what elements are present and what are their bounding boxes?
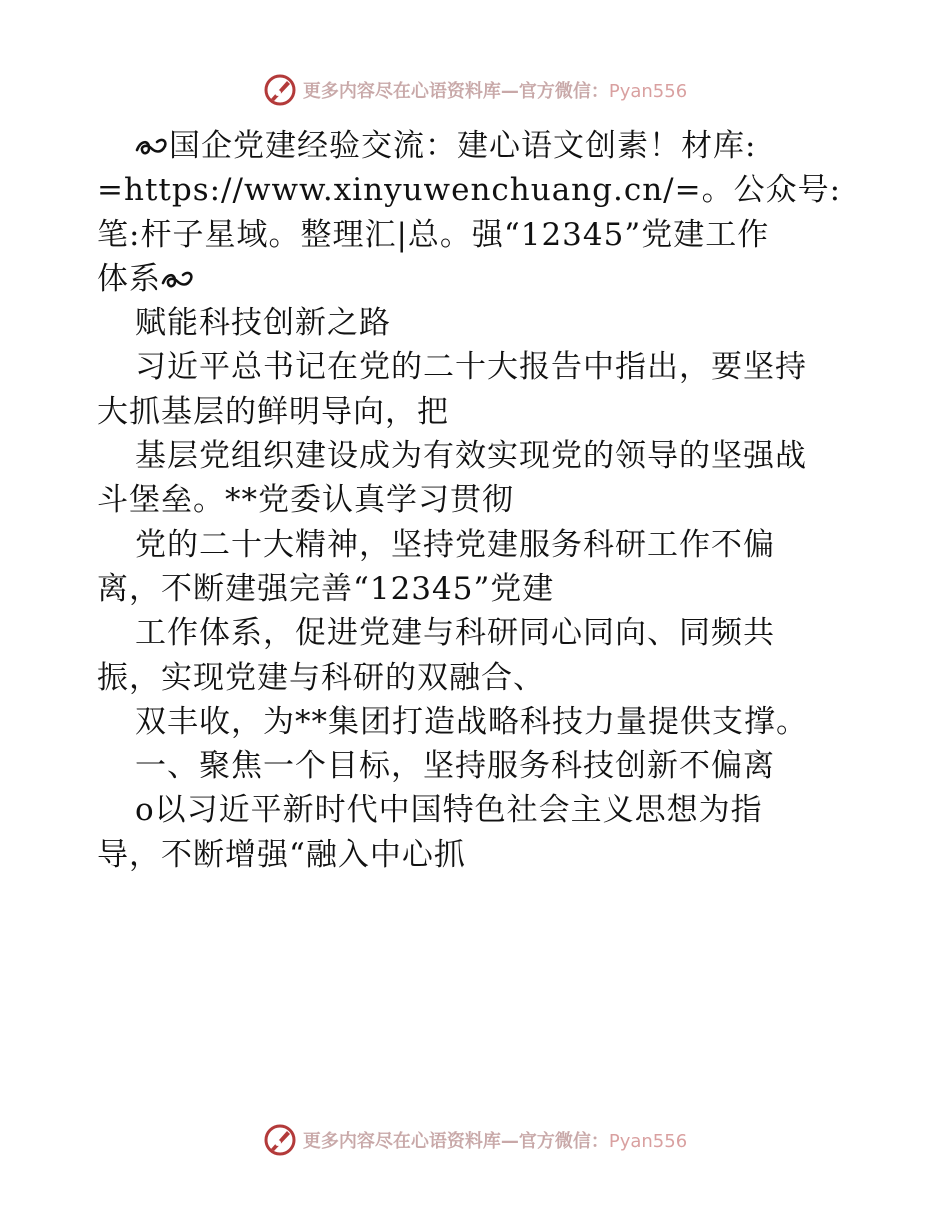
paragraph-line: 大抓基层的鲜明导向，把 — [97, 393, 449, 430]
section-heading: 一、聚焦一个目标，坚持服务科技创新不偏离 — [135, 748, 775, 785]
paragraph-line: 离，不断建强完善“12345”党建 — [97, 570, 555, 607]
paragraph-line: 导，不断增强“融入中心抓 — [97, 836, 466, 873]
banner-text: 更多内容尽在心语资料库—官方微信：Pyan556 — [302, 81, 688, 102]
paragraph-line: o以习近平新时代中国特色社会主义思想为指 — [135, 792, 763, 829]
paragraph-line: 斗堡垒。**党委认真学习贯彻 — [97, 482, 514, 519]
paragraph-line: 双丰收，为**集团打造战略科技力量提供支撑。 — [135, 703, 808, 740]
paragraph-line: 振，实现党建与科研的双融合、 — [97, 659, 545, 696]
paragraph-line: 党的二十大精神，坚持党建服务科研工作不偏 — [135, 526, 775, 563]
paragraph-line: 基层党组织建设成为有效实现党的领导的坚强战 — [135, 438, 807, 475]
decorative-flourish-icon — [161, 269, 195, 291]
wechat-id: Pyan556 — [608, 1131, 688, 1152]
document-body — [97, 124, 857, 877]
header-banner — [0, 70, 950, 110]
banner-text: 更多内容尽在心语资料库—官方微信：Pyan556 — [302, 1131, 688, 1152]
section-title: 赋能科技创新之路 — [135, 305, 391, 342]
paragraph-line: 习近平总书记在党的二十大报告中指出，要坚持 — [135, 349, 807, 386]
wechat-id: Pyan556 — [608, 81, 688, 102]
decorative-flourish-icon — [135, 136, 169, 158]
paragraph-line: 笔:杆子星域。整理汇|总。强“12345”党建工作 — [97, 216, 770, 253]
quill-seal-icon — [263, 73, 297, 107]
paragraph-line: =https://www.xinyuwenchuang.cn/=。公众号: — [97, 172, 842, 209]
paragraph-line: 国企党建经验交流：建心语文创素！材库: — [97, 124, 857, 168]
paragraph-line: 体系 — [97, 257, 857, 301]
paragraph-line: 工作体系，促进党建与科研同心同向、同频共 — [135, 615, 775, 652]
footer-banner — [0, 1120, 950, 1160]
quill-seal-icon — [263, 1123, 297, 1157]
